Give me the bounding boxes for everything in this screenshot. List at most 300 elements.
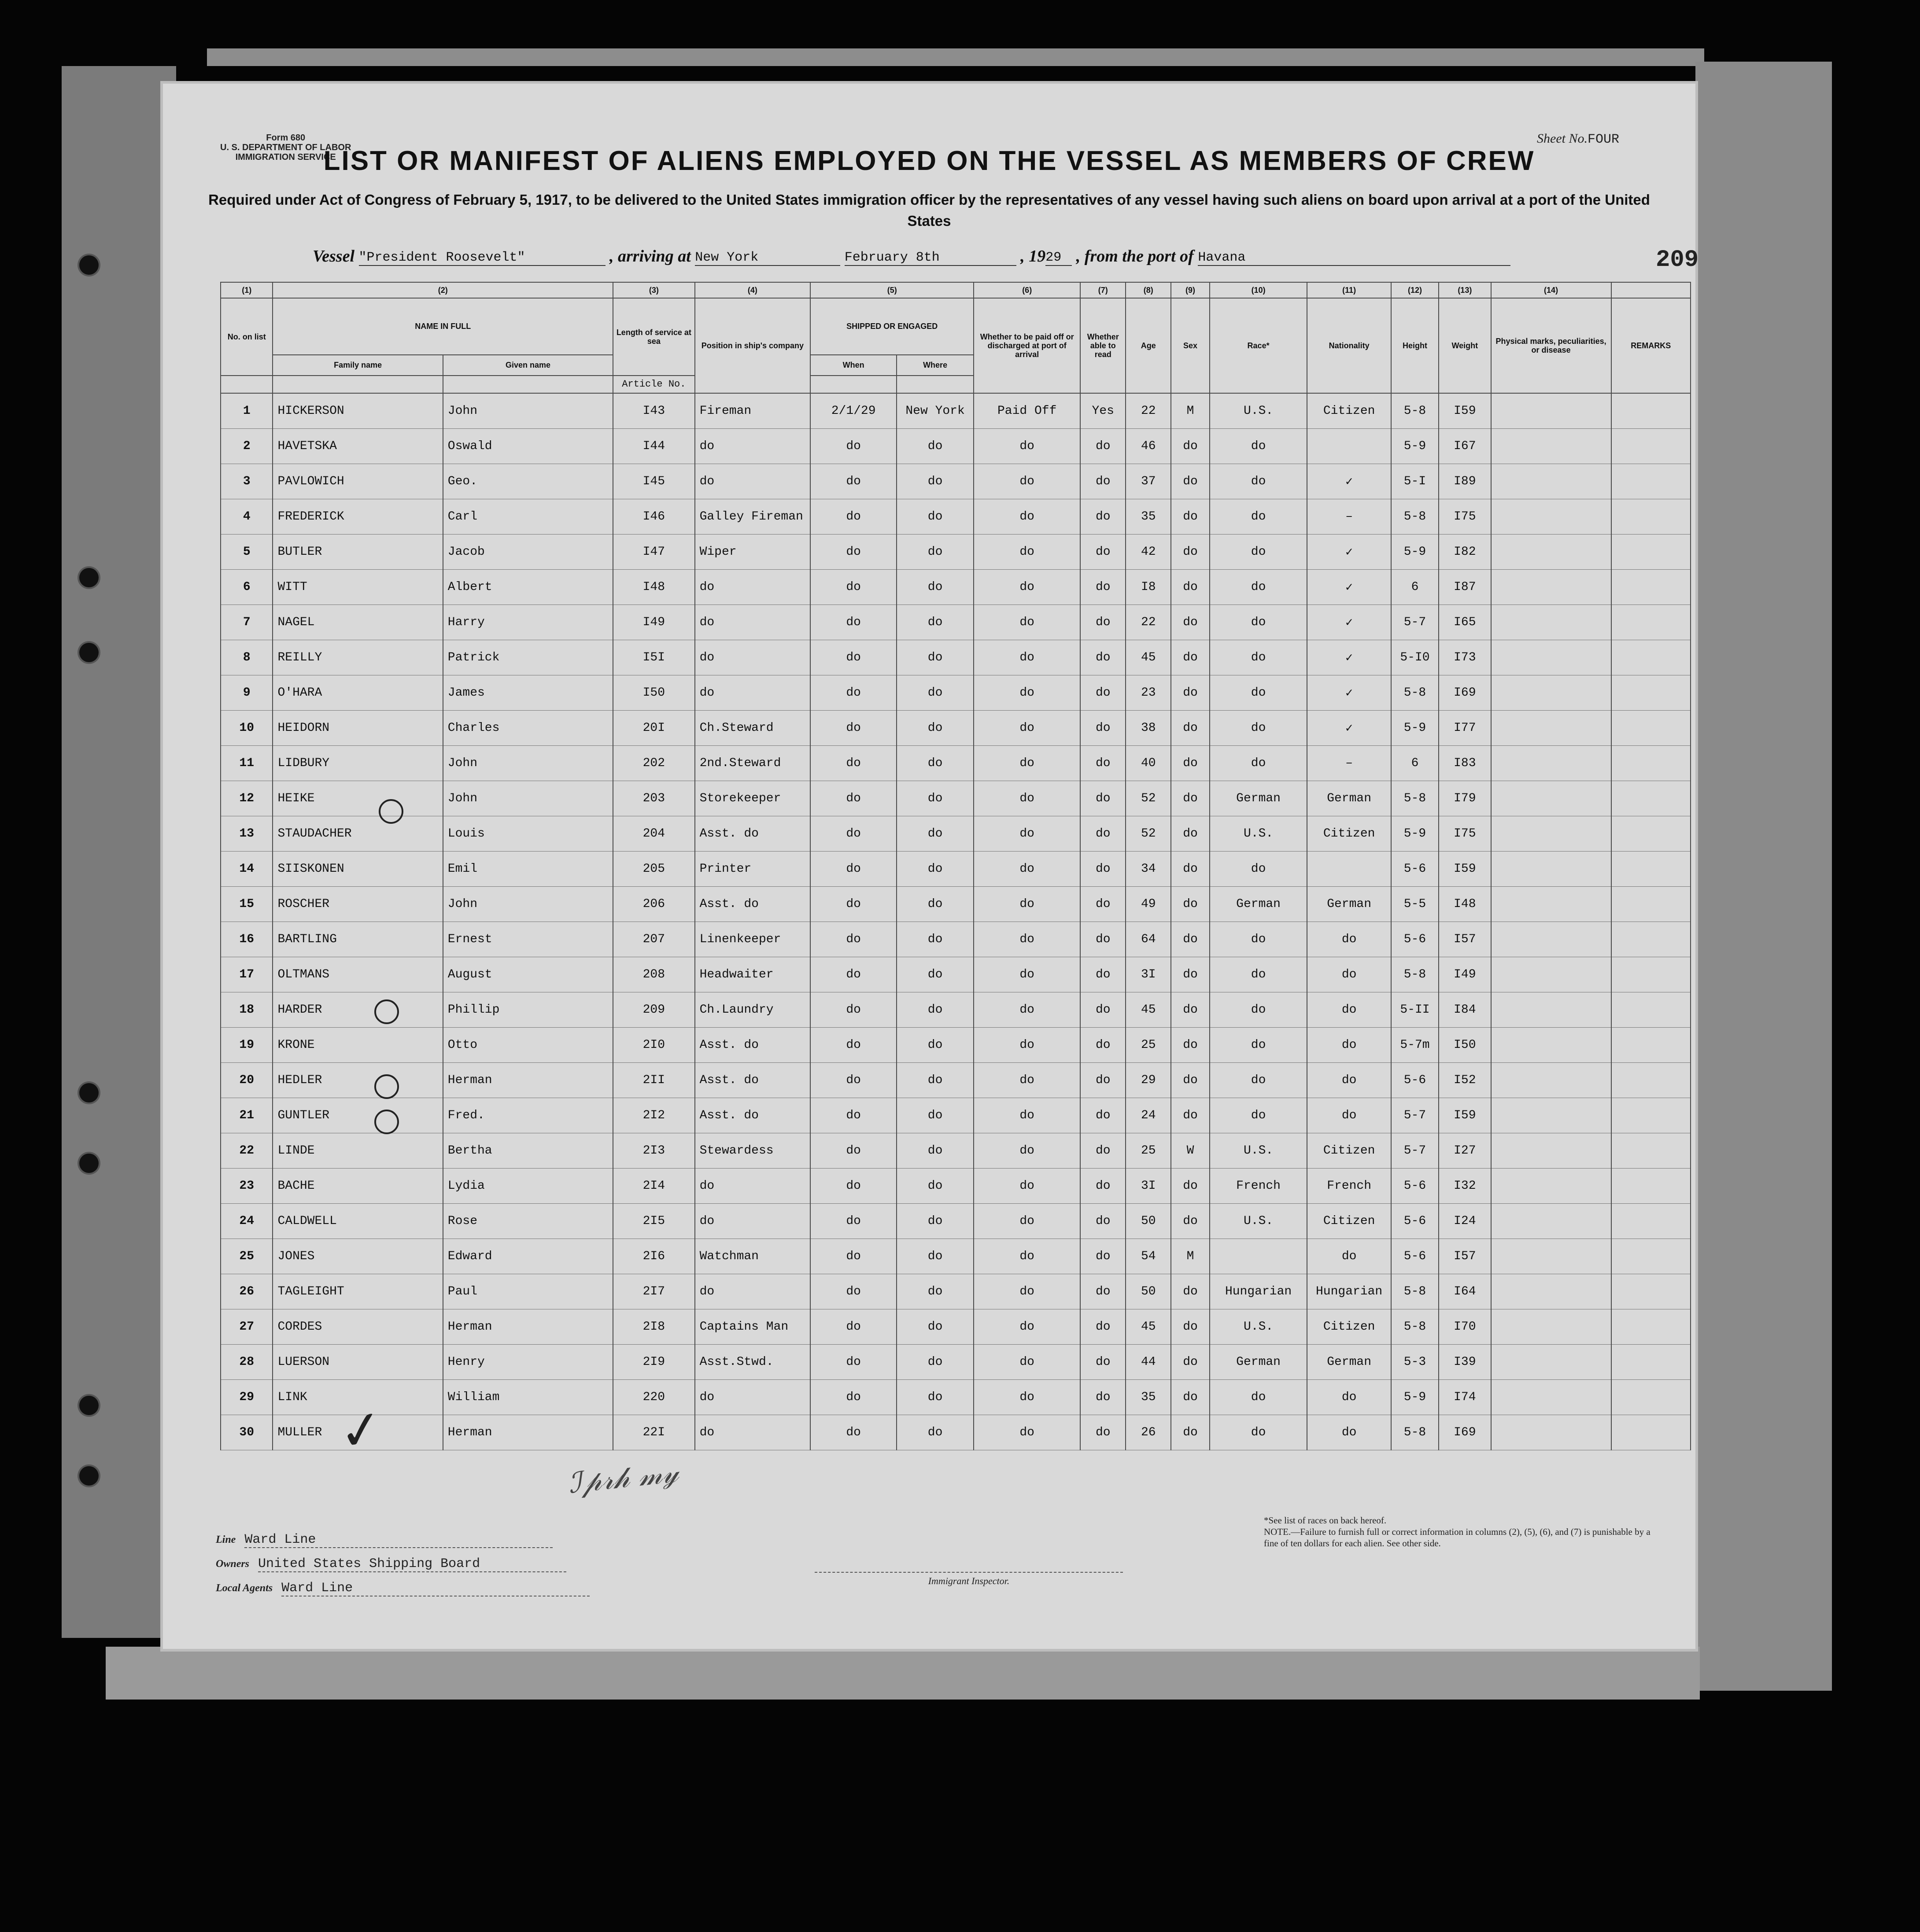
cell-shipped-where: do xyxy=(897,640,974,675)
cell-age: 3I xyxy=(1126,1169,1171,1204)
cell-position: do xyxy=(695,1169,811,1204)
col-given-name-header: Given name xyxy=(443,355,613,376)
cell-row-number: 4 xyxy=(221,499,273,535)
cell-paid-off: do xyxy=(974,922,1080,957)
cell-position: Wiper xyxy=(695,535,811,570)
cell-age: 50 xyxy=(1126,1274,1171,1309)
cell-shipped-where: do xyxy=(897,746,974,781)
cell-race: do xyxy=(1210,711,1307,746)
cell-family-name: SIISKONEN xyxy=(273,852,443,887)
cell-nationality: Citizen xyxy=(1307,1204,1391,1239)
cell-weight: I82 xyxy=(1439,535,1491,570)
cell-family-name: FREDERICK xyxy=(273,499,443,535)
cell-race: do xyxy=(1210,1098,1307,1133)
cell-shipped-when: do xyxy=(810,1309,897,1345)
cell-sex: do xyxy=(1171,675,1210,711)
cell-weight: I74 xyxy=(1439,1380,1491,1415)
cell-row-number: 17 xyxy=(221,957,273,992)
cell-sex: do xyxy=(1171,1028,1210,1063)
cell-race: do xyxy=(1210,605,1307,640)
page-subtitle: Required under Act of Congress of February 5, 1917, to be delivered to the United States immigration officer by the representatives of any vessel having such aliens on board upon arrival at a port of the United States xyxy=(208,192,1650,229)
cell-age: 54 xyxy=(1126,1239,1171,1274)
cell-nationality: do xyxy=(1307,1063,1391,1098)
cell-able-to-read: do xyxy=(1080,570,1126,605)
cell-shipped-where: do xyxy=(897,1204,974,1239)
cell-physical-marks xyxy=(1491,781,1611,816)
cell-given-name: Carl xyxy=(443,499,613,535)
cell-shipped-when: do xyxy=(810,816,897,852)
cell-physical-marks xyxy=(1491,1415,1611,1450)
table-row xyxy=(221,429,1691,464)
cell-remarks xyxy=(1611,887,1691,922)
cell-physical-marks xyxy=(1491,1133,1611,1169)
cell-remarks xyxy=(1611,1345,1691,1380)
cell-weight: I32 xyxy=(1439,1169,1491,1204)
cell-shipped-where: do xyxy=(897,1309,974,1345)
column-number-row: (1) (2) (3) (4) (5) (6) (7) (8) (9) (10) (11) (12) (13) (14) xyxy=(221,282,1691,298)
col-height-header: Height xyxy=(1391,298,1439,393)
cell-age: 38 xyxy=(1126,711,1171,746)
cell-able-to-read: do xyxy=(1080,1063,1126,1098)
table-row xyxy=(221,746,1691,781)
page-title: LIST OR MANIFEST OF ALIENS EMPLOYED ON THE VESSEL AS MEMBERS OF CREW xyxy=(323,146,1535,176)
cell-remarks xyxy=(1611,1274,1691,1309)
cell-physical-marks xyxy=(1491,1239,1611,1274)
cell-able-to-read: do xyxy=(1080,535,1126,570)
cell-sex: do xyxy=(1171,957,1210,992)
cell-article-number: 2I6 xyxy=(613,1239,694,1274)
table-row xyxy=(221,1098,1691,1133)
column-header-row xyxy=(221,298,1691,355)
cell-paid-off: do xyxy=(974,1098,1080,1133)
cell-article-number: 2I9 xyxy=(613,1345,694,1380)
cell-height: 5-6 xyxy=(1391,1239,1439,1274)
cell-weight: I27 xyxy=(1439,1133,1491,1169)
cell-article-number: 2I3 xyxy=(613,1133,694,1169)
cell-shipped-where: do xyxy=(897,781,974,816)
cell-age: 25 xyxy=(1126,1133,1171,1169)
cell-article-number: I47 xyxy=(613,535,694,570)
cell-paid-off: do xyxy=(974,1028,1080,1063)
cell-race: do xyxy=(1210,992,1307,1028)
cell-article-number: I43 xyxy=(613,393,694,429)
cell-age: 24 xyxy=(1126,1098,1171,1133)
cell-nationality: Citizen xyxy=(1307,393,1391,429)
cell-able-to-read: do xyxy=(1080,1274,1126,1309)
cell-remarks xyxy=(1611,1169,1691,1204)
cell-race xyxy=(1210,1239,1307,1274)
cell-paid-off: do xyxy=(974,1204,1080,1239)
cell-nationality: German xyxy=(1307,781,1391,816)
cell-weight: I59 xyxy=(1439,393,1491,429)
cell-paid-off: do xyxy=(974,675,1080,711)
cell-weight: I57 xyxy=(1439,1239,1491,1274)
cell-paid-off: do xyxy=(974,992,1080,1028)
cell-race: do xyxy=(1210,1415,1307,1450)
cell-family-name: HEIDORN xyxy=(273,711,443,746)
cell-family-name: HICKERSON xyxy=(273,393,443,429)
table-row xyxy=(221,464,1691,499)
cell-row-number: 12 xyxy=(221,781,273,816)
cell-row-number: 19 xyxy=(221,1028,273,1063)
col-remarks-header: REMARKS xyxy=(1611,298,1691,393)
cell-paid-off: do xyxy=(974,605,1080,640)
cell-height: 5-6 xyxy=(1391,1169,1439,1204)
cell-shipped-when: do xyxy=(810,1415,897,1450)
cell-able-to-read: do xyxy=(1080,1204,1126,1239)
cell-height: 5-7 xyxy=(1391,1098,1439,1133)
arrival-year: 29 xyxy=(1045,250,1072,266)
cell-height: 5-7 xyxy=(1391,1133,1439,1169)
cell-remarks xyxy=(1611,499,1691,535)
cell-race: do xyxy=(1210,1028,1307,1063)
cell-physical-marks xyxy=(1491,570,1611,605)
underlying-sheet-left xyxy=(62,66,176,1638)
col-sex-header: Sex xyxy=(1171,298,1210,393)
cell-race: do xyxy=(1210,746,1307,781)
cell-row-number: 18 xyxy=(221,992,273,1028)
cell-nationality: Hungarian xyxy=(1307,1274,1391,1309)
table-row xyxy=(221,957,1691,992)
cell-race: French xyxy=(1210,1169,1307,1204)
cell-article-number: 2I2 xyxy=(613,1098,694,1133)
cell-age: 46 xyxy=(1126,429,1171,464)
cell-physical-marks xyxy=(1491,852,1611,887)
cell-remarks xyxy=(1611,922,1691,957)
cell-nationality xyxy=(1307,852,1391,887)
col-when-header: When xyxy=(810,355,897,376)
cell-remarks xyxy=(1611,816,1691,852)
cell-remarks xyxy=(1611,746,1691,781)
cell-nationality: German xyxy=(1307,1345,1391,1380)
pencil-circle-mark xyxy=(374,1074,399,1099)
cell-remarks xyxy=(1611,992,1691,1028)
cell-able-to-read: do xyxy=(1080,464,1126,499)
cell-age: 23 xyxy=(1126,675,1171,711)
cell-shipped-where: do xyxy=(897,1063,974,1098)
cell-paid-off: do xyxy=(974,887,1080,922)
cell-family-name: BUTLER xyxy=(273,535,443,570)
local-agents-field: Local Agents Ward Line xyxy=(216,1581,590,1596)
cell-able-to-read: do xyxy=(1080,1309,1126,1345)
table-row xyxy=(221,1415,1691,1450)
cell-nationality: do xyxy=(1307,992,1391,1028)
cell-shipped-when: do xyxy=(810,429,897,464)
cell-given-name: August xyxy=(443,957,613,992)
vessel-line: Vessel "President Roosevelt" , arriving at New York February 8th , 1929 , from the port of Havana xyxy=(313,247,1744,266)
cell-position: do xyxy=(695,640,811,675)
cell-remarks xyxy=(1611,781,1691,816)
cell-remarks xyxy=(1611,1380,1691,1415)
cell-paid-off: do xyxy=(974,781,1080,816)
cell-family-name: JONES xyxy=(273,1239,443,1274)
col-length-header: Length of service at sea xyxy=(613,298,694,376)
cell-position: do xyxy=(695,429,811,464)
col-where-header: Where xyxy=(897,355,974,376)
cell-position: do xyxy=(695,1415,811,1450)
cell-row-number: 13 xyxy=(221,816,273,852)
table-row xyxy=(221,1380,1691,1415)
cell-age: 3I xyxy=(1126,957,1171,992)
table-row xyxy=(221,499,1691,535)
col-read-header: Whether able to read xyxy=(1080,298,1126,393)
binder-hole xyxy=(79,1466,99,1486)
large-check-mark: ✓ xyxy=(335,1397,388,1464)
cell-height: 5-9 xyxy=(1391,429,1439,464)
inspector-signature: ℐ𝓅𝓇𝒽 𝓂𝓎 xyxy=(566,1456,680,1500)
manifest-sheet xyxy=(163,84,1699,1649)
cell-shipped-when: do xyxy=(810,711,897,746)
cell-given-name: Phillip xyxy=(443,992,613,1028)
cell-shipped-when: do xyxy=(810,1133,897,1169)
cell-able-to-read: do xyxy=(1080,605,1126,640)
cell-sex: do xyxy=(1171,1169,1210,1204)
cell-weight: I48 xyxy=(1439,887,1491,922)
cell-position: do xyxy=(695,1204,811,1239)
cell-shipped-where: do xyxy=(897,1380,974,1415)
cell-article-number: I48 xyxy=(613,570,694,605)
cell-physical-marks xyxy=(1491,605,1611,640)
cell-weight: I69 xyxy=(1439,675,1491,711)
cell-sex: do xyxy=(1171,746,1210,781)
cell-family-name: LINK xyxy=(273,1380,443,1415)
cell-sex: W xyxy=(1171,1133,1210,1169)
cell-given-name: Charles xyxy=(443,711,613,746)
cell-race: do xyxy=(1210,535,1307,570)
cell-physical-marks xyxy=(1491,1309,1611,1345)
cell-height: 5-I xyxy=(1391,464,1439,499)
cell-row-number: 30 xyxy=(221,1415,273,1450)
cell-remarks xyxy=(1611,957,1691,992)
cell-weight: I59 xyxy=(1439,1098,1491,1133)
cell-given-name: Henry xyxy=(443,1345,613,1380)
departure-port: Havana xyxy=(1198,250,1510,266)
cell-physical-marks xyxy=(1491,640,1611,675)
cell-paid-off: do xyxy=(974,535,1080,570)
sheet-number: Sheet No.FOUR xyxy=(1537,131,1619,147)
cell-given-name: Edward xyxy=(443,1239,613,1274)
cell-weight: I50 xyxy=(1439,1028,1491,1063)
cell-remarks xyxy=(1611,393,1691,429)
cell-physical-marks xyxy=(1491,1063,1611,1098)
cell-article-number: I49 xyxy=(613,605,694,640)
cell-position: Ch.Steward xyxy=(695,711,811,746)
cell-position: do xyxy=(695,675,811,711)
table-row xyxy=(221,1169,1691,1204)
cell-row-number: 7 xyxy=(221,605,273,640)
owners-field: Owners United States Shipping Board xyxy=(216,1556,566,1572)
cell-sex: do xyxy=(1171,640,1210,675)
cell-age: 40 xyxy=(1126,746,1171,781)
cell-remarks xyxy=(1611,1063,1691,1098)
cell-row-number: 9 xyxy=(221,675,273,711)
cell-nationality: Citizen xyxy=(1307,1309,1391,1345)
underlying-sheet-right xyxy=(1695,62,1832,1691)
cell-paid-off: do xyxy=(974,499,1080,535)
table-row xyxy=(221,781,1691,816)
cell-given-name: Harry xyxy=(443,605,613,640)
cell-position: Asst. do xyxy=(695,816,811,852)
cell-age: 35 xyxy=(1126,1380,1171,1415)
cell-shipped-when: do xyxy=(810,1028,897,1063)
cell-race: German xyxy=(1210,887,1307,922)
table-row xyxy=(221,535,1691,570)
cell-sex: do xyxy=(1171,781,1210,816)
table-row xyxy=(221,992,1691,1028)
cell-age: 50 xyxy=(1126,1204,1171,1239)
cell-given-name: John xyxy=(443,887,613,922)
cell-given-name: Jacob xyxy=(443,535,613,570)
cell-shipped-when: do xyxy=(810,852,897,887)
cell-remarks xyxy=(1611,464,1691,499)
cell-sex: M xyxy=(1171,393,1210,429)
cell-sex: do xyxy=(1171,1345,1210,1380)
cell-able-to-read: do xyxy=(1080,1098,1126,1133)
cell-position: Fireman xyxy=(695,393,811,429)
cell-given-name: Bertha xyxy=(443,1133,613,1169)
cell-row-number: 2 xyxy=(221,429,273,464)
cell-paid-off: do xyxy=(974,852,1080,887)
table-row xyxy=(221,1239,1691,1274)
cell-paid-off: do xyxy=(974,1380,1080,1415)
cell-age: 42 xyxy=(1126,535,1171,570)
cell-given-name: Patrick xyxy=(443,640,613,675)
cell-family-name: LUERSON xyxy=(273,1345,443,1380)
cell-race: do xyxy=(1210,675,1307,711)
cell-position: Asst. do xyxy=(695,1063,811,1098)
cell-given-name: Rose xyxy=(443,1204,613,1239)
cell-shipped-where: do xyxy=(897,1028,974,1063)
cell-race: do xyxy=(1210,429,1307,464)
cell-height: 6 xyxy=(1391,746,1439,781)
cell-remarks xyxy=(1611,640,1691,675)
cell-weight: I57 xyxy=(1439,922,1491,957)
cell-height: 5-3 xyxy=(1391,1345,1439,1380)
cell-family-name: NAGEL xyxy=(273,605,443,640)
cell-nationality: – xyxy=(1307,746,1391,781)
cell-able-to-read: do xyxy=(1080,1239,1126,1274)
cell-position: Linenkeeper xyxy=(695,922,811,957)
cell-height: 5-II xyxy=(1391,992,1439,1028)
cell-paid-off: do xyxy=(974,1274,1080,1309)
cell-shipped-when: do xyxy=(810,1098,897,1133)
cell-weight: I79 xyxy=(1439,781,1491,816)
cell-paid-off: do xyxy=(974,746,1080,781)
underlying-sheet-top xyxy=(207,48,1704,66)
cell-position: Captains Man xyxy=(695,1309,811,1345)
cell-shipped-where: do xyxy=(897,957,974,992)
col-paid-off-header: Whether to be paid off or discharged at port of arrival xyxy=(974,298,1080,393)
cell-family-name: HEDLER xyxy=(273,1063,443,1098)
cell-age: 45 xyxy=(1126,1309,1171,1345)
cell-race: do xyxy=(1210,852,1307,887)
cell-weight: I49 xyxy=(1439,957,1491,992)
cell-race: U.S. xyxy=(1210,1309,1307,1345)
cell-given-name: Ernest xyxy=(443,922,613,957)
cell-family-name: CALDWELL xyxy=(273,1204,443,1239)
cell-shipped-where: do xyxy=(897,1345,974,1380)
pencil-circle-mark xyxy=(374,999,399,1024)
cell-shipped-where: do xyxy=(897,887,974,922)
cell-physical-marks xyxy=(1491,1028,1611,1063)
cell-row-number: 24 xyxy=(221,1204,273,1239)
cell-row-number: 22 xyxy=(221,1133,273,1169)
cell-given-name: Louis xyxy=(443,816,613,852)
cell-sex: do xyxy=(1171,1274,1210,1309)
col-article-header: Article No. xyxy=(613,376,694,393)
table-row xyxy=(221,1345,1691,1380)
cell-position: do xyxy=(695,1380,811,1415)
cell-article-number: I50 xyxy=(613,675,694,711)
cell-position: Ch.Laundry xyxy=(695,992,811,1028)
cell-physical-marks xyxy=(1491,957,1611,992)
cell-physical-marks xyxy=(1491,1169,1611,1204)
cell-sex: do xyxy=(1171,429,1210,464)
binder-hole xyxy=(79,1083,99,1102)
cell-physical-marks xyxy=(1491,1380,1611,1415)
cell-height: 5-9 xyxy=(1391,535,1439,570)
table-row xyxy=(221,570,1691,605)
pencil-circle-mark xyxy=(374,1110,399,1134)
cell-shipped-when: do xyxy=(810,535,897,570)
cell-paid-off: Paid Off xyxy=(974,393,1080,429)
cell-row-number: 28 xyxy=(221,1345,273,1380)
cell-remarks xyxy=(1611,1309,1691,1345)
cell-article-number: I46 xyxy=(613,499,694,535)
cell-race: Hungarian xyxy=(1210,1274,1307,1309)
cell-shipped-where: do xyxy=(897,922,974,957)
cell-shipped-when: do xyxy=(810,499,897,535)
cell-paid-off: do xyxy=(974,429,1080,464)
cell-able-to-read: do xyxy=(1080,816,1126,852)
cell-remarks xyxy=(1611,711,1691,746)
cell-physical-marks xyxy=(1491,711,1611,746)
cell-given-name: Emil xyxy=(443,852,613,887)
cell-weight: I89 xyxy=(1439,464,1491,499)
cell-row-number: 14 xyxy=(221,852,273,887)
cell-remarks xyxy=(1611,1415,1691,1450)
cell-article-number: 202 xyxy=(613,746,694,781)
cell-weight: I70 xyxy=(1439,1309,1491,1345)
cell-able-to-read: do xyxy=(1080,640,1126,675)
cell-family-name: BACHE xyxy=(273,1169,443,1204)
binder-hole xyxy=(79,255,99,275)
cell-family-name: HARDER xyxy=(273,992,443,1028)
col-age-header: Age xyxy=(1126,298,1171,393)
cell-sex: do xyxy=(1171,1309,1210,1345)
cell-row-number: 3 xyxy=(221,464,273,499)
col-family-name-header: Family name xyxy=(273,355,443,376)
cell-family-name: CORDES xyxy=(273,1309,443,1345)
cell-article-number: I45 xyxy=(613,464,694,499)
pencil-circle-mark xyxy=(379,799,403,824)
cell-remarks xyxy=(1611,1133,1691,1169)
cell-height: 5-7 xyxy=(1391,605,1439,640)
col-weight-header: Weight xyxy=(1439,298,1491,393)
cell-paid-off: do xyxy=(974,957,1080,992)
cell-paid-off: do xyxy=(974,1345,1080,1380)
cell-race: U.S. xyxy=(1210,816,1307,852)
cell-given-name: Geo. xyxy=(443,464,613,499)
cell-height: 5-6 xyxy=(1391,1204,1439,1239)
cell-able-to-read: do xyxy=(1080,1345,1126,1380)
cell-article-number: 220 xyxy=(613,1380,694,1415)
cell-article-number: 206 xyxy=(613,887,694,922)
cell-shipped-when: do xyxy=(810,1345,897,1380)
cell-weight: I24 xyxy=(1439,1204,1491,1239)
binder-hole xyxy=(79,1396,99,1415)
cell-shipped-where: do xyxy=(897,711,974,746)
